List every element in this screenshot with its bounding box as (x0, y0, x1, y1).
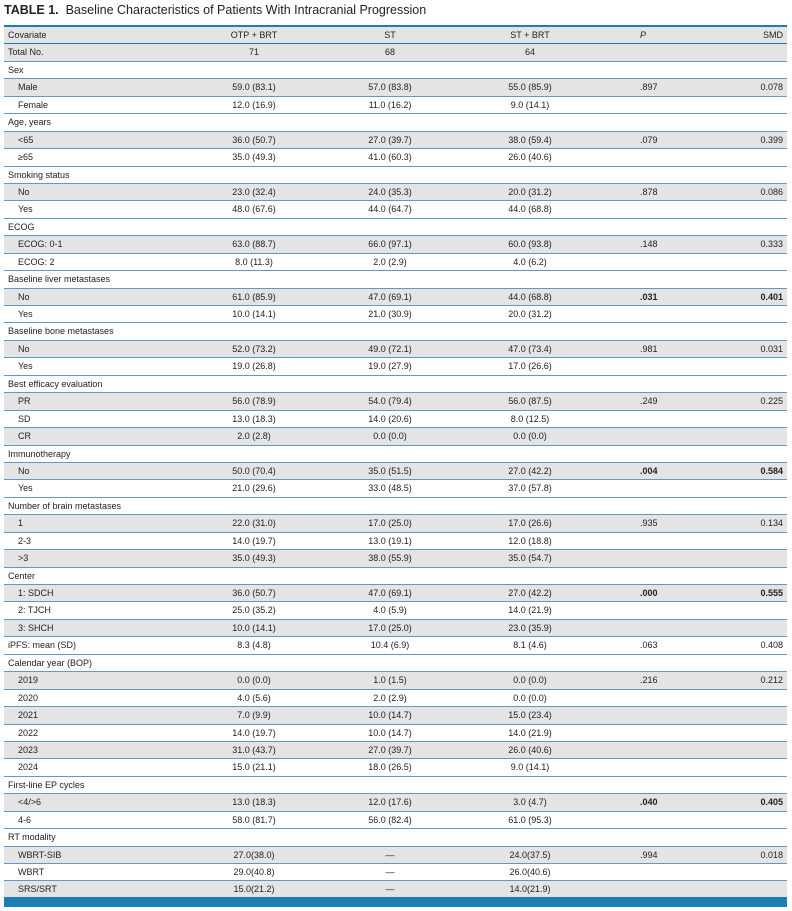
cell-covariate: 2022 (18, 727, 39, 738)
table-row (4, 533, 787, 550)
section-row (4, 219, 787, 236)
cell-otp-brt: 7.0 (9.9) (237, 710, 271, 721)
cell-st-brt: 44.0 (68.8) (508, 291, 552, 302)
cell-st: — (385, 849, 395, 860)
cell-otp-brt: 10.0 (14.1) (232, 622, 276, 633)
cell-st: 27.0 (39.7) (368, 134, 412, 145)
cell-covariate: ECOG: 2 (18, 256, 55, 267)
cell-otp-brt: 29.0(40.8) (233, 867, 275, 877)
cell-smd: 0.225 (760, 396, 783, 407)
header-covariate: Covariate (8, 30, 47, 40)
cell-st-brt: 61.0 (95.3) (508, 814, 552, 825)
cell-covariate: Yes (18, 204, 33, 215)
cell-covariate: 2024 (18, 762, 39, 773)
cell-smd: 0.031 (760, 343, 783, 354)
cell-covariate: 4-6 (18, 814, 32, 825)
cell-p-value: .040 (640, 797, 658, 808)
cell-st: 68 (384, 47, 395, 58)
cell-st-brt: 35.0 (54.7) (508, 553, 552, 564)
cell-st-brt: 24.0(37.5) (509, 849, 551, 860)
cell-p-value: .897 (640, 82, 658, 93)
cell-smd: 0.018 (760, 849, 783, 860)
table-row (4, 132, 787, 149)
cell-otp-brt: 25.0 (35.2) (232, 605, 276, 616)
cell-covariate: No (18, 186, 30, 197)
table-row (4, 585, 787, 602)
cell-st-brt: 17.0 (26.6) (508, 518, 552, 529)
cell-p-value: .981 (640, 343, 658, 354)
table-row (4, 480, 787, 497)
cell-st-brt: 64 (524, 47, 535, 58)
table-row (4, 97, 787, 114)
cell-st: 17.0 (25.0) (368, 622, 412, 633)
header-st-brt: ST + BRT (510, 30, 550, 40)
table-row (4, 289, 787, 306)
cell-otp-brt: 8.0 (11.3) (235, 256, 273, 267)
cell-covariate: WBRT (18, 867, 45, 877)
cell-smd: 0.134 (760, 518, 783, 529)
cell-p-value: .994 (640, 849, 658, 860)
table-row (4, 393, 787, 410)
cell-covariate: SRS/SRT (18, 884, 57, 895)
cell-st: 18.0 (26.5) (368, 762, 412, 773)
cell-st: — (385, 867, 395, 877)
section-row (4, 114, 787, 131)
cell-st: 47.0 (69.1) (368, 588, 412, 598)
cell-st-brt: 0.0 (0.0) (513, 692, 547, 703)
cell-covariate: 1: SDCH (18, 588, 54, 598)
cell-p-value: .031 (640, 291, 658, 302)
table-row (4, 201, 787, 218)
cell-p-value: .935 (640, 518, 658, 529)
cell-covariate: 2021 (18, 710, 39, 721)
cell-st: 35.0 (51.5) (368, 465, 412, 476)
table-row (4, 341, 787, 358)
cell-st-brt: 26.0(40.6) (509, 867, 551, 877)
cell-otp-brt: 15.0(21.2) (233, 884, 275, 895)
table-row (4, 847, 787, 864)
cell-st: 10.0 (14.7) (368, 710, 412, 721)
cell-otp-brt: 52.0 (73.2) (232, 343, 276, 354)
cell-covariate: <65 (18, 134, 34, 145)
cell-st-brt: 9.0 (14.1) (510, 99, 550, 110)
cell-st: 38.0 (55.9) (368, 553, 412, 564)
header-otp-brt: OTP + BRT (230, 30, 278, 40)
table-row (4, 550, 787, 567)
section-label: Sex (8, 64, 24, 75)
cell-covariate: iPFS: mean (SD) (8, 640, 77, 651)
cell-otp-brt: 8.3 (4.8) (237, 640, 271, 651)
table-row (4, 742, 787, 759)
header-st: ST (384, 30, 396, 40)
cell-st-brt: 26.0 (40.6) (508, 744, 552, 755)
cell-st-brt: 14.0 (21.9) (508, 727, 552, 738)
cell-st: 56.0 (82.4) (368, 814, 412, 825)
cell-covariate: PR (18, 396, 31, 407)
cell-covariate: 2: TJCH (18, 605, 51, 616)
cell-covariate: 2-3 (18, 535, 32, 546)
cell-st: 1.0 (1.5) (373, 675, 407, 686)
cell-smd: 0.399 (760, 134, 783, 145)
cell-st: 11.0 (16.2) (368, 99, 412, 110)
cell-otp-brt: 31.0 (43.7) (232, 744, 276, 755)
section-row (4, 271, 787, 288)
cell-otp-brt: 71 (248, 47, 259, 58)
cell-st: 49.0 (72.1) (368, 343, 412, 354)
section-row (4, 777, 787, 794)
cell-covariate: 1 (18, 518, 24, 529)
cell-st: 2.0 (2.9) (373, 692, 407, 703)
cell-st-brt: 27.0 (42.2) (508, 465, 552, 476)
cell-smd: 0.555 (760, 588, 783, 598)
table-row (4, 79, 787, 96)
section-label: First-line EP cycles (8, 779, 85, 790)
cell-otp-brt: 10.0 (14.1) (232, 309, 276, 319)
cell-st: 12.0 (17.6) (368, 797, 412, 808)
table-row (4, 759, 787, 776)
section-row (4, 498, 787, 515)
table-row (4, 306, 787, 323)
cell-st: 13.0 (19.1) (368, 535, 412, 546)
cell-smd: 0.408 (760, 640, 783, 651)
cell-otp-brt: 48.0 (67.6) (232, 204, 276, 215)
cell-p-value: .000 (640, 588, 658, 598)
cell-otp-brt: 23.0 (32.4) (232, 186, 276, 197)
table-row (4, 515, 787, 532)
section-row (4, 655, 787, 672)
footer-bar (4, 897, 787, 907)
cell-smd: 0.078 (760, 82, 783, 93)
cell-otp-brt: 14.0 (19.7) (232, 535, 276, 546)
cell-otp-brt: 63.0 (88.7) (232, 239, 276, 250)
cell-covariate: >3 (18, 553, 29, 564)
table-title-text: Baseline Characteristics of Patients With Intracranial Progression (65, 3, 427, 17)
table-row (4, 428, 787, 445)
section-row (4, 376, 787, 393)
cell-smd: 0.401 (760, 291, 783, 302)
table-title (4, 2, 426, 18)
cell-otp-brt: 56.0 (78.9) (232, 396, 276, 407)
section-label: Age, years (8, 117, 52, 128)
table-row (4, 463, 787, 480)
cell-otp-brt: 36.0 (50.7) (232, 134, 276, 145)
cell-covariate: No (18, 343, 30, 354)
cell-covariate: Male (18, 82, 38, 93)
section-row (4, 167, 787, 184)
cell-st: 10.4 (6.9) (370, 640, 410, 651)
cell-st-brt: 14.0 (21.9) (508, 605, 552, 616)
cell-covariate: 2019 (18, 675, 39, 686)
cell-st: 21.0 (30.9) (368, 309, 412, 319)
cell-otp-brt: 27.0(38.0) (233, 849, 275, 860)
cell-st: 54.0 (79.4) (368, 396, 412, 407)
cell-otp-brt: 12.0 (16.9) (232, 99, 276, 110)
cell-st-brt: 20.0 (31.2) (508, 186, 552, 197)
cell-smd: 0.405 (760, 797, 783, 808)
section-row (4, 446, 787, 463)
table-row (4, 690, 787, 707)
table-body (4, 44, 787, 898)
cell-st-brt: 0.0 (0.0) (513, 431, 547, 442)
cell-otp-brt: 59.0 (83.1) (232, 82, 276, 93)
section-label: Baseline bone metastases (8, 326, 114, 337)
cell-st-brt: 60.0 (93.8) (508, 239, 552, 250)
table-row (4, 794, 787, 811)
cell-st-brt: 37.0 (57.8) (508, 483, 552, 494)
cell-st-brt: 27.0 (42.2) (508, 588, 552, 598)
cell-otp-brt: 58.0 (81.7) (232, 814, 276, 825)
table-row (4, 707, 787, 724)
cell-p-value: .216 (640, 675, 658, 686)
cell-st: 57.0 (83.8) (368, 82, 412, 93)
cell-p-value: .148 (640, 239, 658, 250)
cell-covariate: 3: SHCH (18, 622, 54, 633)
cell-covariate: Yes (18, 361, 33, 372)
cell-st-brt: 26.0 (40.6) (508, 152, 552, 163)
section-label: Baseline liver metastases (8, 274, 111, 285)
cell-st: 14.0 (20.6) (368, 413, 412, 424)
section-label: ECOG (8, 221, 35, 232)
cell-st-brt: 23.0 (35.9) (508, 622, 552, 633)
cell-otp-brt: 22.0 (31.0) (232, 518, 276, 529)
section-label: Best efficacy evaluation (8, 378, 103, 389)
cell-st: 4.0 (5.9) (373, 605, 407, 616)
cell-st: 33.0 (48.5) (368, 483, 412, 494)
table-row (4, 672, 787, 689)
section-label: Center (8, 570, 36, 581)
cell-covariate: Total No. (8, 47, 44, 58)
cell-otp-brt: 35.0 (49.3) (232, 152, 276, 163)
cell-st-brt: 55.0 (85.9) (508, 82, 552, 93)
section-row (4, 829, 787, 846)
cell-st: 41.0 (60.3) (368, 152, 412, 163)
cell-st-brt: 15.0 (23.4) (508, 710, 552, 721)
cell-st-brt: 56.0 (87.5) (508, 396, 552, 407)
cell-otp-brt: 0.0 (0.0) (237, 675, 271, 686)
cell-smd: 0.584 (760, 465, 783, 476)
cell-otp-brt: 19.0 (26.8) (232, 361, 276, 372)
cell-covariate: WBRT-SIB (18, 849, 62, 860)
cell-p-value: .249 (640, 396, 658, 407)
header-smd: SMD (763, 30, 783, 40)
section-row (4, 568, 787, 585)
cell-st-brt: 14.0(21.9) (509, 884, 551, 895)
cell-st: 27.0 (39.7) (368, 744, 412, 755)
cell-p-value: .079 (640, 134, 658, 145)
cell-st-brt: 20.0 (31.2) (508, 309, 552, 319)
cell-st: 17.0 (25.0) (368, 518, 412, 529)
cell-otp-brt: 36.0 (50.7) (232, 588, 276, 598)
table-row (4, 812, 787, 829)
cell-covariate: No (18, 465, 30, 476)
section-label: Immunotherapy (8, 448, 71, 459)
cell-covariate: Yes (18, 309, 33, 319)
table-row (4, 637, 787, 654)
section-label: RT modality (8, 832, 56, 843)
cell-covariate: No (18, 291, 30, 302)
cell-otp-brt: 61.0 (85.9) (232, 291, 276, 302)
cell-smd: 0.086 (760, 186, 783, 197)
header-p-value: P (640, 30, 647, 40)
cell-otp-brt: 21.0 (29.6) (232, 483, 276, 494)
table-row (4, 620, 787, 637)
cell-st: 44.0 (64.7) (368, 204, 412, 215)
table-title-label: TABLE 1. (4, 3, 59, 17)
cell-st: 10.0 (14.7) (368, 727, 412, 738)
table-row (4, 358, 787, 375)
section-label: Smoking status (8, 169, 70, 180)
cell-p-value: .878 (640, 186, 658, 197)
table-row (4, 236, 787, 253)
cell-st-brt: 17.0 (26.6) (508, 361, 552, 372)
table-row (4, 149, 787, 166)
cell-covariate: Female (18, 99, 49, 110)
table-row (4, 254, 787, 271)
cell-covariate: ECOG: 0-1 (18, 239, 63, 250)
table-row (4, 725, 787, 742)
cell-st-brt: 9.0 (14.1) (510, 762, 550, 773)
cell-covariate: CR (18, 431, 31, 442)
cell-covariate: SD (18, 413, 31, 424)
cell-st: 47.0 (69.1) (368, 291, 412, 302)
cell-otp-brt: 4.0 (5.6) (237, 692, 271, 703)
cell-smd: 0.212 (760, 675, 783, 686)
cell-otp-brt: 35.0 (49.3) (232, 553, 276, 564)
cell-otp-brt: 2.0 (2.8) (237, 431, 271, 442)
cell-st-brt: 8.0 (12.5) (510, 413, 550, 424)
cell-st-brt: 38.0 (59.4) (508, 134, 552, 145)
section-row (4, 62, 787, 79)
cell-covariate: 2020 (18, 692, 39, 703)
section-row (4, 323, 787, 340)
section-label: Number of brain metastases (8, 500, 122, 511)
table-row (4, 184, 787, 201)
cell-st-brt: 47.0 (73.4) (508, 343, 552, 354)
cell-st: — (385, 884, 395, 895)
cell-st-brt: 8.1 (4.6) (513, 640, 547, 651)
section-label: Calendar year (BOP) (8, 657, 93, 668)
cell-otp-brt: 13.0 (18.3) (232, 797, 276, 808)
cell-st-brt: 44.0 (68.8) (508, 204, 552, 215)
cell-st-brt: 4.0 (6.2) (513, 256, 547, 267)
cell-st: 2.0 (2.9) (373, 256, 407, 267)
cell-st: 19.0 (27.9) (368, 361, 412, 372)
table-row (4, 602, 787, 619)
cell-covariate: <4/>6 (18, 797, 42, 808)
cell-otp-brt: 50.0 (70.4) (232, 465, 276, 476)
cell-smd: 0.333 (760, 239, 783, 250)
cell-otp-brt: 15.0 (21.1) (232, 762, 276, 773)
cell-st: 24.0 (35.3) (368, 186, 412, 197)
table-header-row (4, 27, 787, 44)
cell-p-value: .004 (640, 465, 658, 476)
table-row (4, 864, 787, 881)
cell-otp-brt: 13.0 (18.3) (232, 413, 276, 424)
cell-p-value: .063 (640, 640, 658, 651)
cell-st-brt: 12.0 (18.8) (508, 535, 552, 546)
cell-covariate: Yes (18, 483, 33, 494)
table-row (4, 44, 787, 61)
cell-covariate: ≥65 (18, 152, 33, 163)
table-row (4, 411, 787, 428)
cell-st: 0.0 (0.0) (373, 431, 407, 442)
cell-st: 66.0 (97.1) (368, 239, 412, 250)
cell-otp-brt: 14.0 (19.7) (232, 727, 276, 738)
cell-st-brt: 3.0 (4.7) (513, 797, 547, 808)
baseline-characteristics-table (4, 25, 787, 899)
cell-covariate: 2023 (18, 744, 39, 755)
cell-st-brt: 0.0 (0.0) (513, 675, 547, 686)
